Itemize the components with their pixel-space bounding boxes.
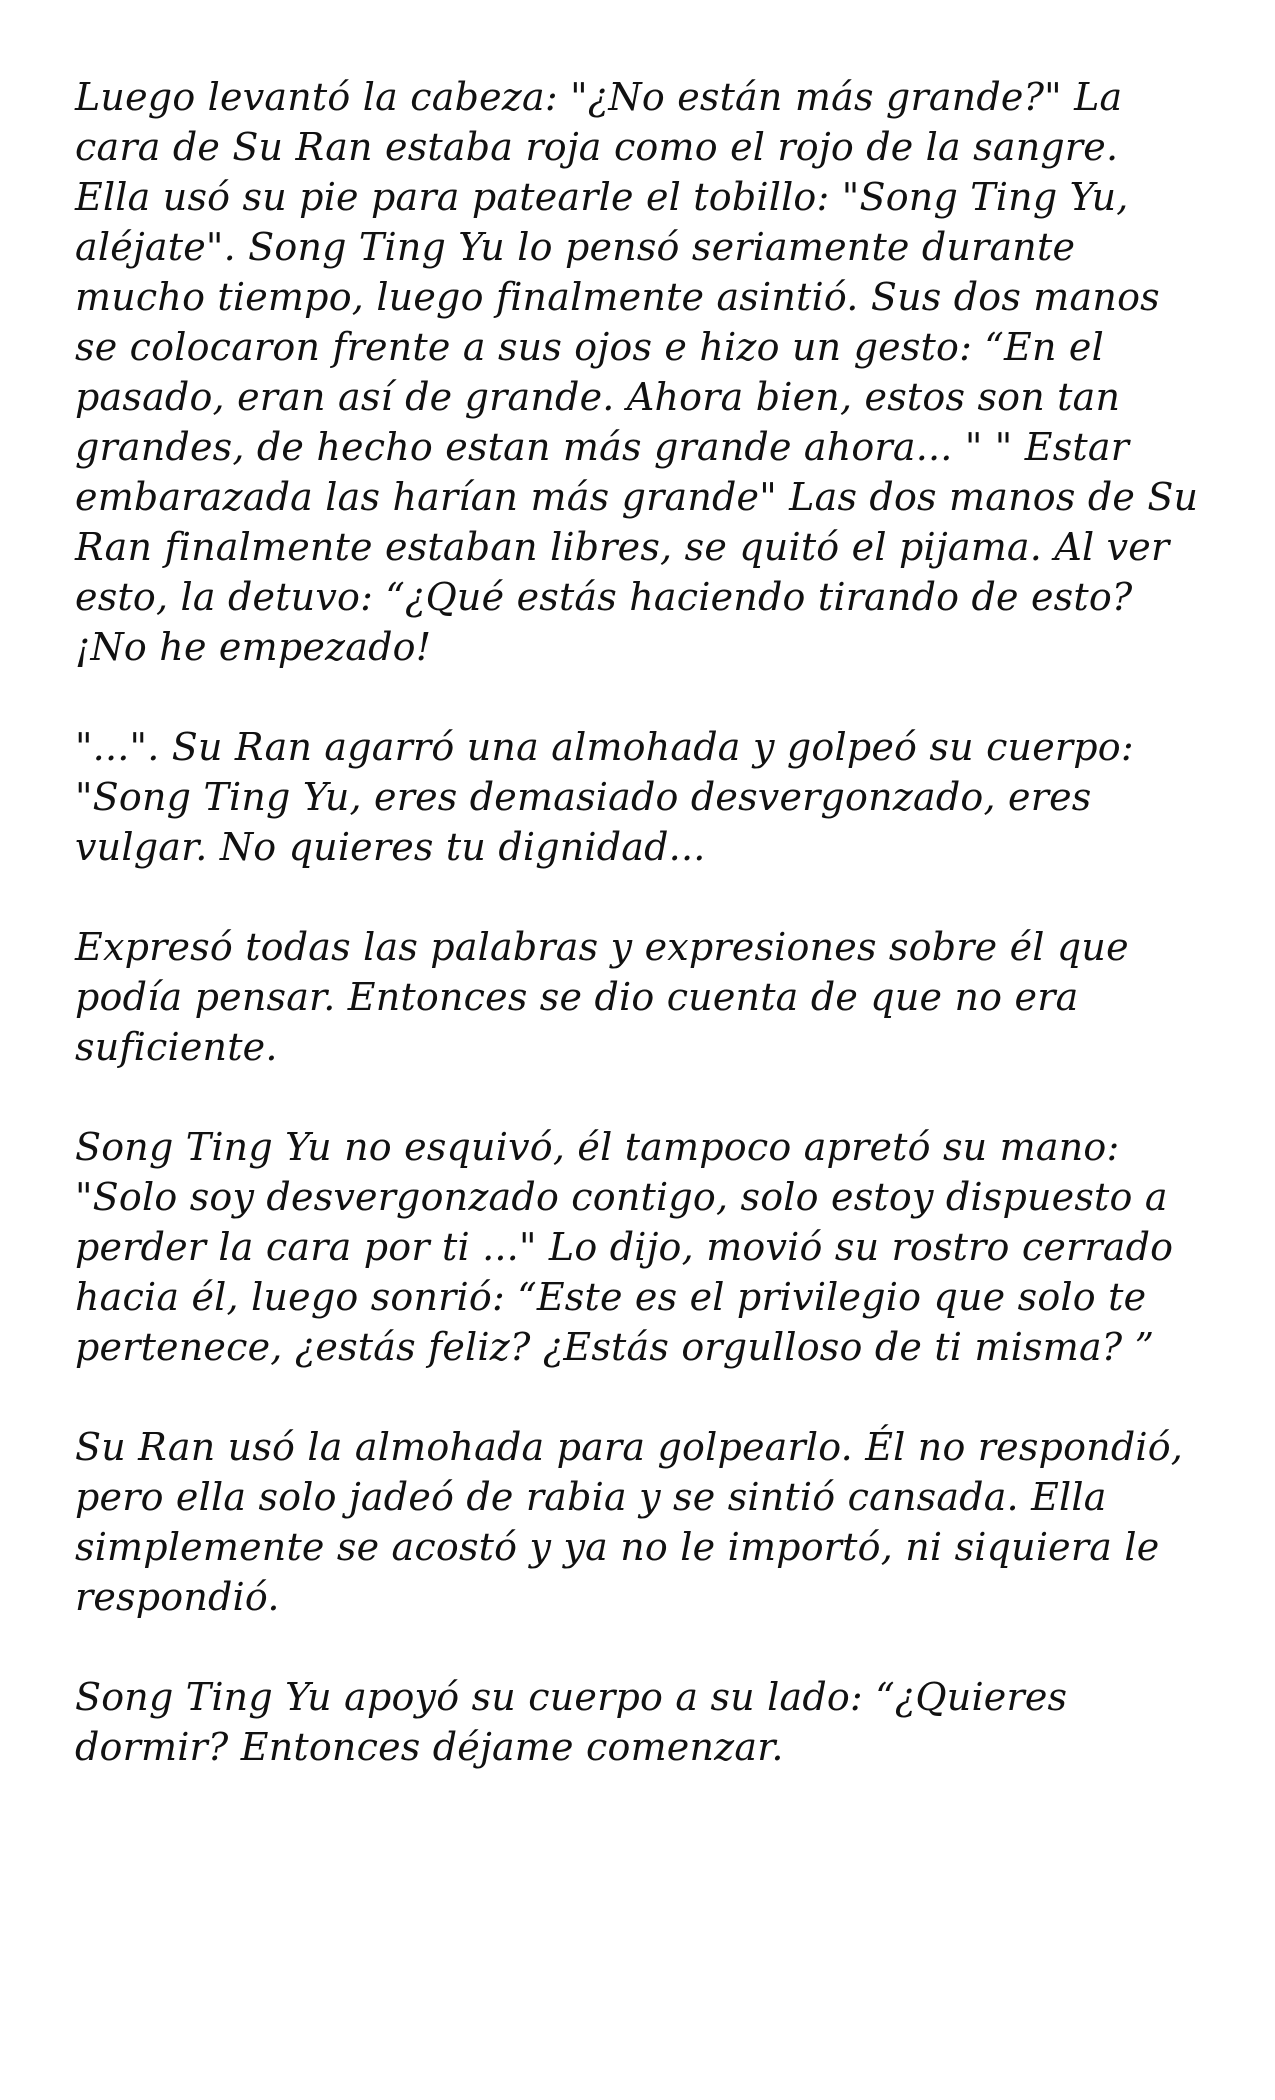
paragraph-4: Song Ting Yu no esquivó, él tampoco apretó su mano: "Solo soy desvergonzado contigo, solo estoy dispuesto a perder la cara por ti ..." Lo dijo, movió su rostro cerrado hacia él, luego sonrió: “Este es el privilegio que solo te pertenece, ¿estás feliz? ¿Estás orgulloso de ti misma? ” (75, 1125, 1174, 1369)
paragraph-2: "...". Su Ran agarró una almohada y golpeó su cuerpo: "Song Ting Yu, eres demasiado desvergonzado, eres vulgar. No quieres tu dignidad... (75, 725, 1134, 869)
paragraph-1: Luego levantó la cabeza: "¿No están más grande?" La cara de Su Ran estaba roja como el rojo de la sangre. Ella usó su pie para patearle el tobillo: "Song Ting Yu, aléjate". Song Ting Yu lo pensó seriamente durante mucho tiempo, luego finalmente asintió. Sus dos manos se colocaron frente a sus ojos e hizo un gesto: “En el pasado, eran así de grande. Ahora bien, estos son tan grandes, de hecho estan más grande ahora... " " Estar embarazada las harían más grande" Las dos manos de Su Ran finalmente estaban libres, se quitó el pijama. Al ver esto, la detuvo: “¿Qué estás haciendo tirando de esto? ¡No he empezado! (75, 75, 1199, 669)
paragraph-3: Expresó todas las palabras y expresiones sobre él que podía pensar. Entonces se dio cuenta de que no era suficiente. (75, 925, 1129, 1069)
paragraph-5: Su Ran usó la almohada para golpearlo. Él no respondió, pero ella solo jadeó de rabia y se sintió cansada. Ella simplemente se acostó y ya no le importó, ni siquiera le respondió. (75, 1425, 1184, 1619)
paragraph-6: Song Ting Yu apoyó su cuerpo a su lado: “¿Quieres dormir? Entonces déjame comenzar. (75, 1675, 1068, 1769)
document-body (75, 72, 1205, 1822)
